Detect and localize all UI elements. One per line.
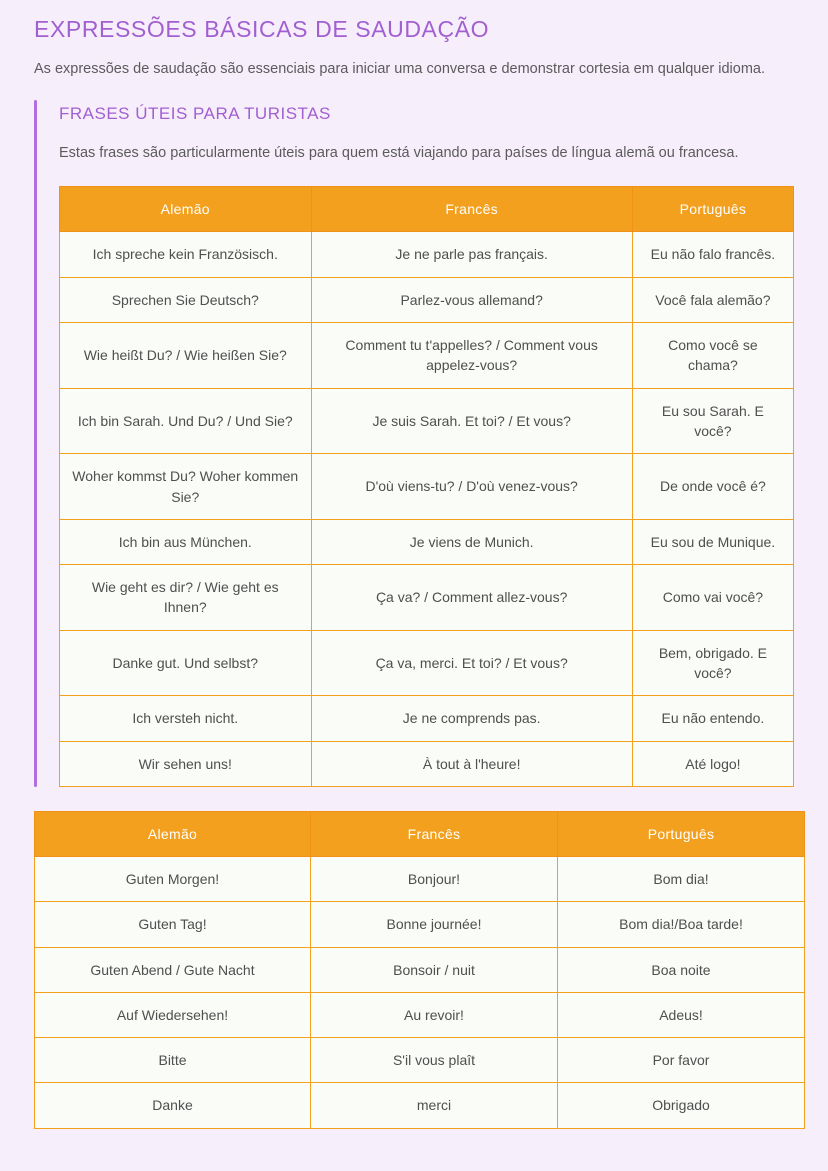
cell-portuguese: Eu não falo francês. xyxy=(632,232,793,277)
cell-portuguese: De onde você é? xyxy=(632,454,793,520)
page-title: EXPRESSÕES BÁSICAS DE SAUDAÇÃO xyxy=(34,16,490,42)
table-row xyxy=(60,454,794,520)
column-header-french: Francês xyxy=(311,187,632,232)
cell-portuguese: Bom dia!/Boa tarde! xyxy=(558,902,805,947)
phrases-table xyxy=(59,186,794,786)
cell-french: D'où viens-tu? / D'où venez-vous? xyxy=(311,454,632,520)
table-row xyxy=(60,388,794,454)
cell-french: Bonsoir / nuit xyxy=(311,947,558,992)
column-header-portuguese: Português xyxy=(632,187,793,232)
cell-french: Je ne comprends pas. xyxy=(311,696,632,741)
cell-portuguese: Por favor xyxy=(558,1038,805,1083)
cell-portuguese: Como vai você? xyxy=(632,565,793,631)
cell-german: Auf Wiedersehen! xyxy=(35,992,311,1037)
column-header-french: Francês xyxy=(311,811,558,856)
intro-paragraph: As expressões de saudação são essenciais para iniciar uma conversa e demonstrar cortesia em qualquer idioma. xyxy=(34,61,766,77)
cell-german: Wie heißt Du? / Wie heißen Sie? xyxy=(60,323,312,389)
cell-portuguese: Bom dia! xyxy=(558,856,805,901)
cell-portuguese: Como você se chama? xyxy=(632,323,793,389)
table-row xyxy=(60,741,794,786)
cell-german: Ich bin Sarah. Und Du? / Und Sie? xyxy=(60,388,312,454)
cell-german: Danke xyxy=(35,1083,311,1128)
cell-french: Bonjour! xyxy=(311,856,558,901)
cell-french: Au revoir! xyxy=(311,992,558,1037)
greetings-table xyxy=(34,811,805,1129)
cell-french: Je viens de Munich. xyxy=(311,519,632,564)
cell-german: Danke gut. Und selbst? xyxy=(60,630,312,696)
table-row xyxy=(60,565,794,631)
cell-french: Je ne parle pas français. xyxy=(311,232,632,277)
column-header-german: Alemão xyxy=(60,187,312,232)
table-row xyxy=(35,947,805,992)
cell-german: Ich bin aus München. xyxy=(60,519,312,564)
column-header-portuguese: Português xyxy=(558,811,805,856)
cell-portuguese: Até logo! xyxy=(632,741,793,786)
cell-portuguese: Bem, obrigado. E você? xyxy=(632,630,793,696)
section-accent-bar xyxy=(34,100,37,787)
greetings-table-body xyxy=(35,856,805,1128)
table-row xyxy=(60,232,794,277)
table-row xyxy=(60,696,794,741)
cell-german: Wie geht es dir? / Wie geht es Ihnen? xyxy=(60,565,312,631)
cell-french: S'il vous plaît xyxy=(311,1038,558,1083)
cell-german: Ich versteh nicht. xyxy=(60,696,312,741)
table-row xyxy=(35,992,805,1037)
cell-german: Guten Morgen! xyxy=(35,856,311,901)
section-paragraph: Estas frases são particularmente úteis para quem está viajando para países de língua alemã ou francesa. xyxy=(59,145,739,162)
table-row xyxy=(35,856,805,901)
table-row xyxy=(35,1083,805,1128)
tourist-phrases-section xyxy=(34,100,794,787)
cell-portuguese: Adeus! xyxy=(558,992,805,1037)
cell-french: Ça va, merci. Et toi? / Et vous? xyxy=(311,630,632,696)
table-row xyxy=(35,1038,805,1083)
cell-german: Guten Abend / Gute Nacht xyxy=(35,947,311,992)
cell-portuguese: Boa noite xyxy=(558,947,805,992)
cell-french: Je suis Sarah. Et toi? / Et vous? xyxy=(311,388,632,454)
cell-german: Sprechen Sie Deutsch? xyxy=(60,277,312,322)
table-header-row xyxy=(60,187,794,232)
table-row xyxy=(60,323,794,389)
cell-french: À tout à l'heure! xyxy=(311,741,632,786)
section-content xyxy=(59,100,794,787)
table-row xyxy=(60,630,794,696)
cell-portuguese: Eu sou Sarah. E você? xyxy=(632,388,793,454)
table-row xyxy=(35,902,805,947)
cell-german: Woher kommst Du? Woher kommen Sie? xyxy=(60,454,312,520)
section-title: FRASES ÚTEIS PARA TURISTAS xyxy=(59,104,331,124)
cell-german: Bitte xyxy=(35,1038,311,1083)
cell-french: Ça va? / Comment allez-vous? xyxy=(311,565,632,631)
cell-german: Guten Tag! xyxy=(35,902,311,947)
cell-portuguese: Obrigado xyxy=(558,1083,805,1128)
table-row xyxy=(60,519,794,564)
phrases-table-body xyxy=(60,232,794,786)
column-header-german: Alemão xyxy=(35,811,311,856)
cell-german: Ich spreche kein Französisch. xyxy=(60,232,312,277)
cell-french: Bonne journée! xyxy=(311,902,558,947)
cell-french: merci xyxy=(311,1083,558,1128)
cell-portuguese: Eu sou de Munique. xyxy=(632,519,793,564)
cell-french: Comment tu t'appelles? / Comment vous appelez-vous? xyxy=(311,323,632,389)
cell-french: Parlez-vous allemand? xyxy=(311,277,632,322)
table-header-row xyxy=(35,811,805,856)
cell-german: Wir sehen uns! xyxy=(60,741,312,786)
table-row xyxy=(60,277,794,322)
cell-portuguese: Você fala alemão? xyxy=(632,277,793,322)
cell-portuguese: Eu não entendo. xyxy=(632,696,793,741)
